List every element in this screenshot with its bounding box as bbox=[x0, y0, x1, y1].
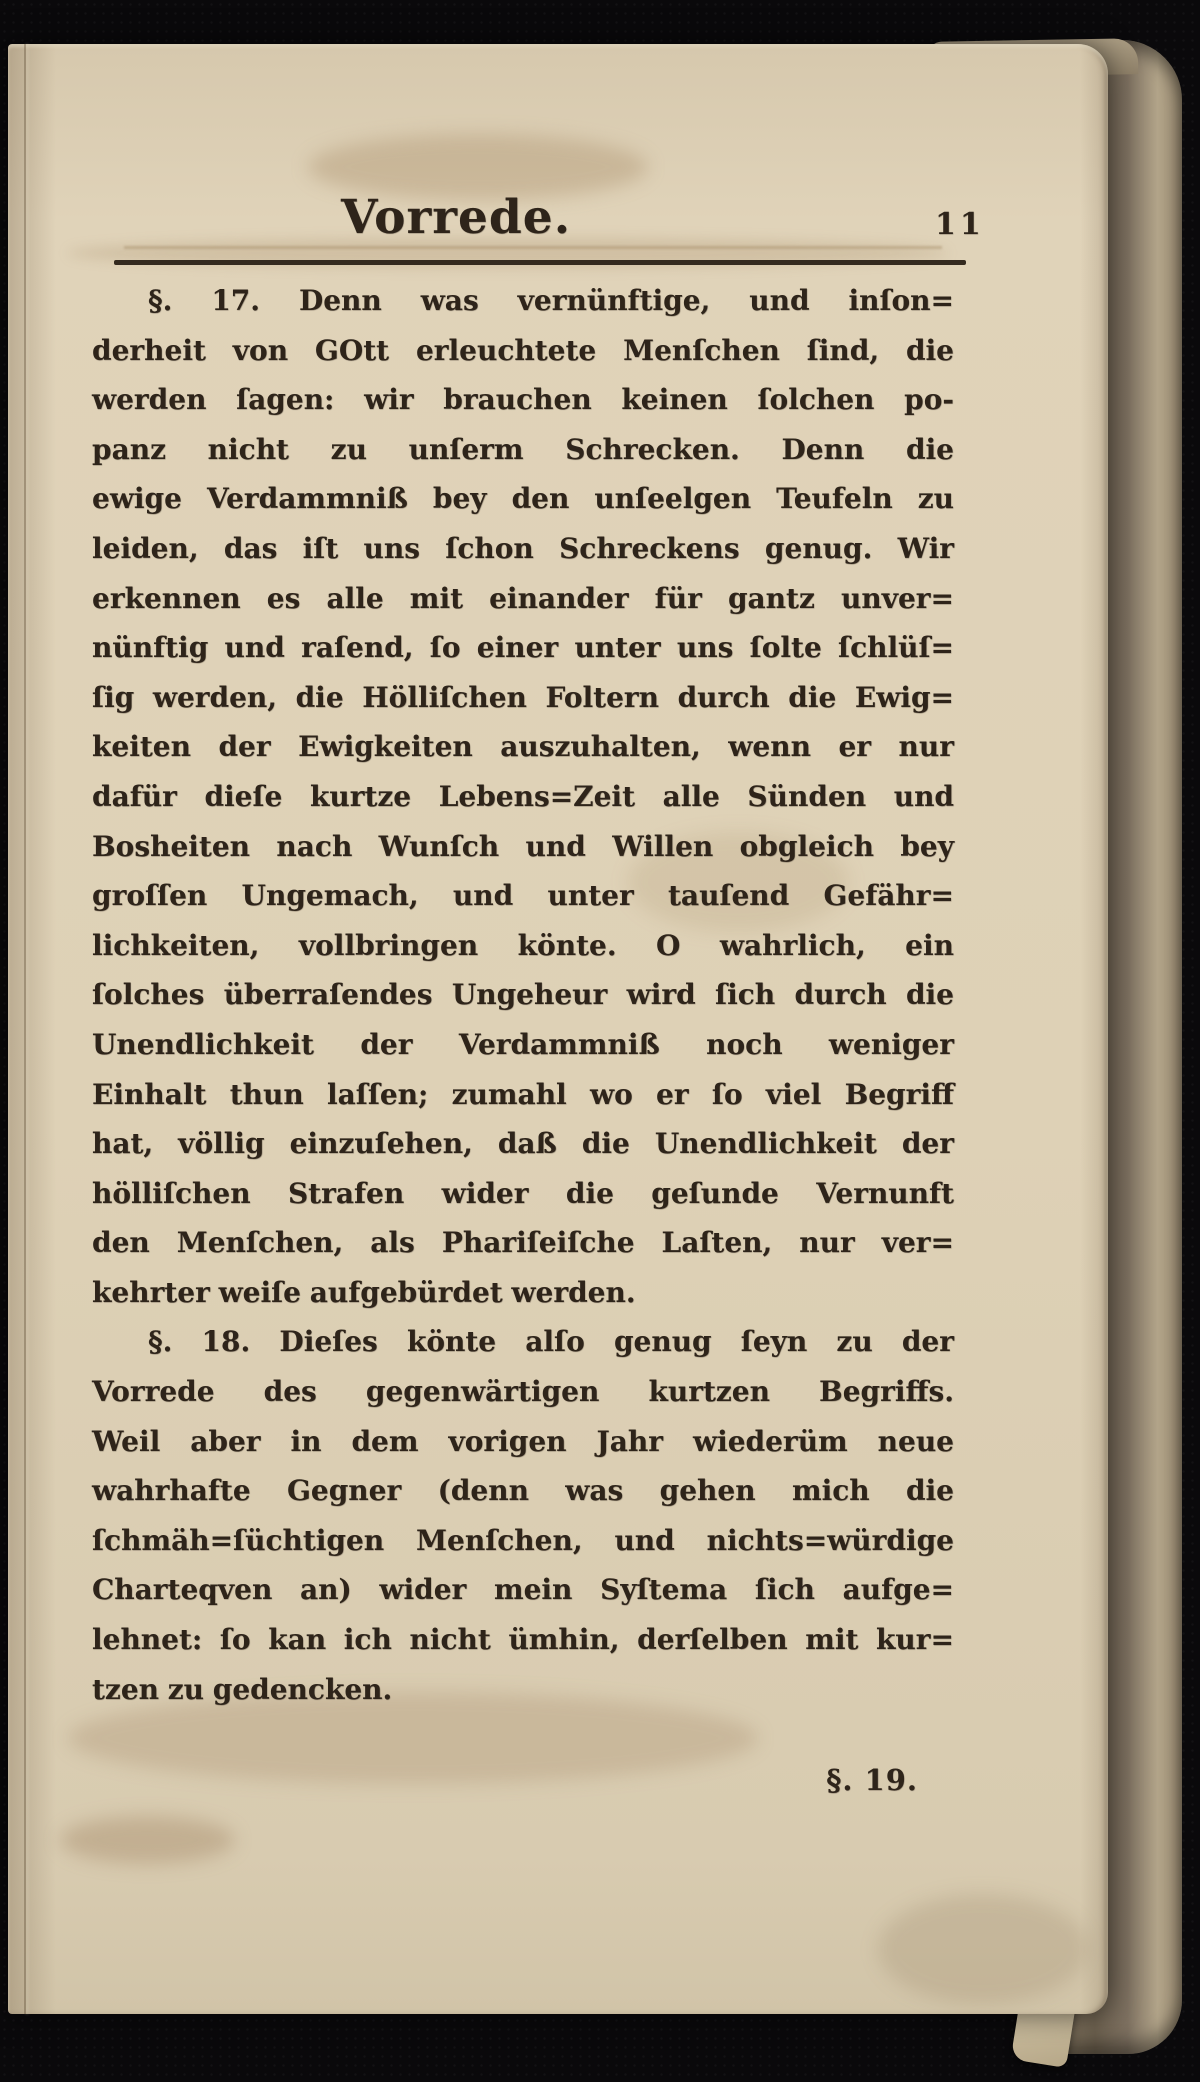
text-line: dafür dieſe kurtze Lebens=Zeit alle Sünden und bbox=[92, 779, 954, 813]
text-line: keiten der Ewigkeiten auszuhalten, wenn er nur bbox=[92, 730, 954, 764]
text-line: §. 17. Denn was vernünftige, und inſon= bbox=[148, 284, 954, 317]
text-line: hat, völlig einzuſehen, daß die Unendlichkeit der bbox=[92, 1127, 954, 1161]
text-line: Unendlichkeit der Verdammniß noch weniger bbox=[92, 1027, 954, 1061]
text-line: panz nicht zu unſerm Schrecken. Denn die bbox=[92, 432, 954, 466]
text-line: Weil aber in dem vorigen Jahr wiederüm neue bbox=[92, 1424, 954, 1458]
text-line: werden ſagen: wir brauchen keinen ſolchen po- bbox=[92, 383, 954, 417]
text-line: Vorrede des gegenwärtigen kurtzen Begriffs. bbox=[92, 1375, 954, 1409]
header-rule bbox=[114, 260, 966, 265]
text-line: ſig werden, die Hölliſchen Foltern durch die Ewig= bbox=[92, 680, 954, 714]
text-line: Einhalt thun laſſen; zumahl wo er ſo viel Begriff bbox=[92, 1077, 954, 1111]
text-line: erkennen es alle mit einander für gantz unver= bbox=[92, 581, 954, 615]
text-line: ſolches überraſendes Ungeheur wird ſich durch die bbox=[92, 978, 954, 1012]
page-number: 11 bbox=[935, 207, 985, 242]
catchword: §. 19. bbox=[826, 1763, 918, 1798]
book-page bbox=[8, 44, 1108, 2014]
gutter-crease bbox=[24, 44, 26, 2014]
text-line: ſchmäh=ſüchtigen Menſchen, und nichts=würdige bbox=[92, 1523, 954, 1557]
page-title: Vorrede. bbox=[341, 190, 572, 245]
text-line: lichkeiten, vollbringen könte. O wahrlich, ein bbox=[92, 928, 954, 962]
text-line: nünftig und raſend, ſo einer unter uns ſolte ſchlüſ= bbox=[92, 631, 954, 665]
text-line: den Menſchen, als Phariſeiſche Laſten, nur ver= bbox=[92, 1226, 954, 1260]
text-line: Charteqven an) wider mein Syſtema ſich aufge= bbox=[92, 1573, 954, 1607]
text-line: wahrhafte Gegner (denn was gehen mich die bbox=[92, 1474, 954, 1508]
text-line: leiden, das iſt uns ſchon Schreckens genug. Wir bbox=[92, 531, 954, 565]
text-line: derheit von GOtt erleuchtete Menſchen ſind, die bbox=[92, 333, 954, 367]
text-line: Bosheiten nach Wunſch und Willen obgleich bey bbox=[92, 829, 954, 863]
text-line: lehnet: ſo kan ich nicht ümhin, derſelben mit kur= bbox=[92, 1623, 954, 1657]
text-line: hölliſchen Strafen wider die geſunde Vernunft bbox=[92, 1176, 954, 1210]
text-line: groſſen Ungemach, und unter tauſend Gefähr= bbox=[92, 879, 954, 913]
text-line: tzen zu gedencken. bbox=[92, 1672, 393, 1706]
text-line: kehrter weiſe aufgebürdet werden. bbox=[92, 1275, 636, 1309]
stain bbox=[878, 1894, 1088, 2004]
text-line: §. 18. Dieſes könte alſo genug ſeyn zu der bbox=[148, 1325, 954, 1359]
text-body bbox=[92, 276, 954, 1827]
text-line: ewige Verdammniß bey den unſeelgen Teufeln zu bbox=[92, 482, 954, 516]
